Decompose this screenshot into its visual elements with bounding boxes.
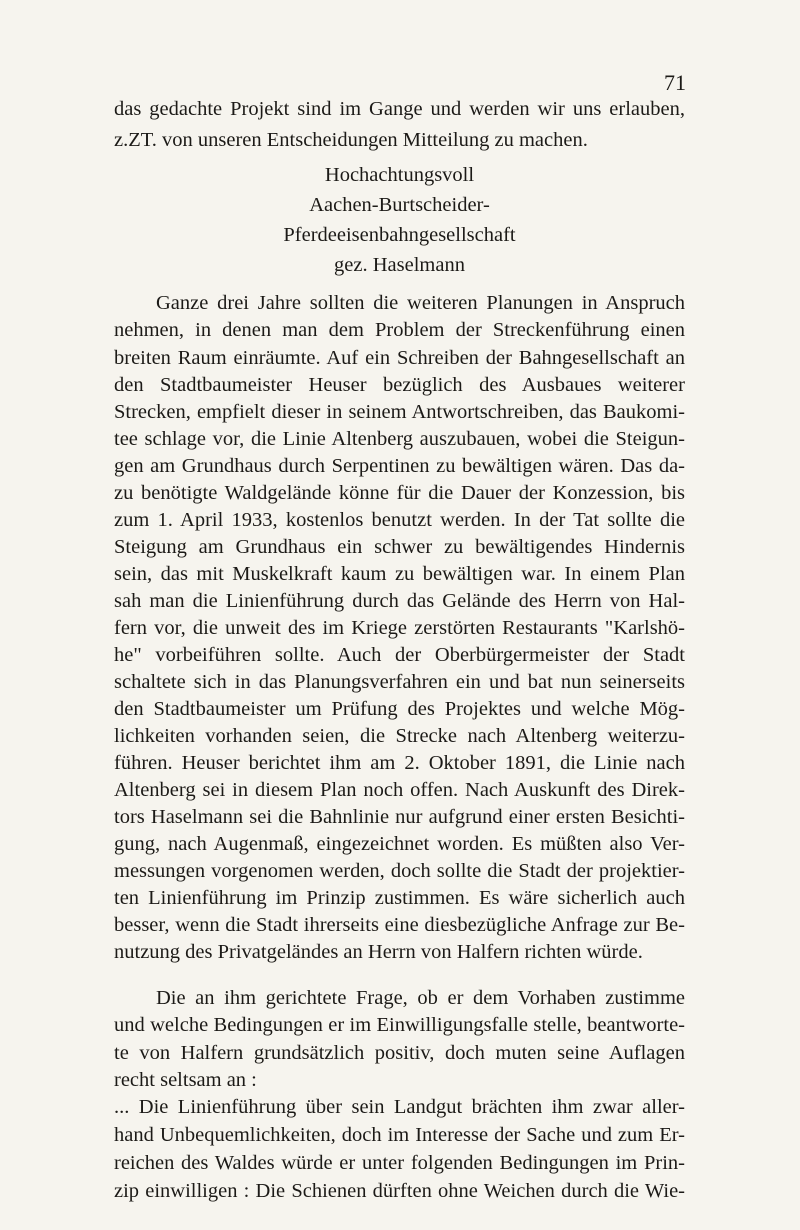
paragraph-line: Altenberg sei in diesem Plan noch offen. Nach Auskunft des Direk- — [114, 779, 685, 801]
paragraph-line: zu benötigte Waldgelände könne für die Dauer der Konzession, bis — [114, 482, 685, 504]
quote-line: ... Die Linienführung über sein Landgut brächten ihm zwar aller- — [114, 1096, 685, 1118]
paragraph-line: breiten Raum einräumte. Auf ein Schreiben der Bahngesellschaft an — [114, 347, 685, 369]
paragraph-line: den Stadtbaumeister Heuser bezüglich des Ausbaues weiterer — [114, 374, 685, 396]
closing-line: Hochachtungsvoll — [324, 164, 475, 186]
paragraph-line: Ganze drei Jahre sollten die weiteren Planungen in Anspruch — [156, 292, 685, 314]
paragraph-line: te von Halfern grundsätzlich positiv, doch muten seine Auflagen — [114, 1042, 685, 1064]
paragraph-line: tors Haselmann sei die Bahnlinie nur aufgrund einer ersten Besichti- — [114, 806, 685, 828]
paragraph-line: Die an ihm gerichtete Frage, ob er dem Vorhaben zustimme — [156, 987, 685, 1009]
paragraph-line: gen am Grundhaus durch Serpentinen zu bewältigen wären. Das da- — [114, 455, 685, 477]
page-number: 71 — [664, 70, 686, 95]
paragraph-line: Strecken, empfielt dieser in seinem Antwortschreiben, das Baukomi- — [114, 401, 685, 423]
paragraph-line: nutzung des Privatgeländes an Herrn von Halfern richten würde. — [114, 941, 643, 963]
paragraph-line: lichkeiten vorhanden seien, die Strecke nach Altenberg weiterzu- — [114, 725, 685, 747]
intro-line: z.ZT. von unseren Entscheidungen Mitteilung zu machen. — [114, 129, 588, 151]
paragraph-line: besser, wenn die Stadt ihrerseits eine diesbezügliche Anfrage zur Be- — [114, 914, 685, 936]
paragraph-line: schaltete sich in das Planungsverfahren ein und bat nun seinerseits — [114, 671, 685, 693]
quote-line: hand Unbequemlichkeiten, doch im Interesse der Sache und zum Er- — [114, 1124, 685, 1146]
paragraph-line: führen. Heuser berichtet ihm am 2. Oktober 1891, die Linie nach — [114, 752, 685, 774]
paragraph-line: den Stadtbaumeister um Prüfung des Projektes und welche Mög- — [114, 698, 685, 720]
paragraph-line: fern vor, die unweit des im Kriege zerstörten Restaurants "Karlshö- — [114, 617, 685, 639]
paragraph-line: Steigung am Grundhaus ein schwer zu bewältigendes Hindernis — [114, 536, 685, 558]
paragraph-line: recht seltsam an : — [114, 1069, 257, 1091]
quote-line: reichen des Waldes würde er unter folgenden Bedingungen im Prin- — [114, 1152, 685, 1174]
paragraph-line: messungen vorgenomen werden, doch sollte die Stadt der projektier- — [114, 860, 685, 882]
closing-line: gez. Haselmann — [334, 254, 465, 276]
paragraph-line: ten Linienführung im Prinzip zustimmen. Es wäre sicherlich auch — [114, 887, 685, 909]
paragraph-line: sah man die Linienführung durch das Gelände des Herrn von Hal- — [114, 590, 685, 612]
paragraph-line: tee schlage vor, die Linie Altenberg auszubauen, wobei die Steigun- — [114, 428, 685, 450]
closing-line: Aachen-Burtscheider- — [309, 194, 490, 216]
paragraph-line: he" vorbeiführen sollte. Auch der Oberbürgermeister der Stadt — [114, 644, 685, 666]
intro-line: das gedachte Projekt sind im Gange und werden wir uns erlauben, — [114, 98, 685, 120]
closing-line: Pferdeeisenbahngesellschaft — [283, 224, 516, 246]
paragraph-line: gung, nach Augenmaß, eingezeichnet worden. Es müßten also Ver- — [114, 833, 685, 855]
paragraph-line: sein, das mit Muskelkraft kaum zu bewältigen war. In einem Plan — [114, 563, 685, 585]
paragraph-line: zum 1. April 1933, kostenlos benutzt werden. In der Tat sollte die — [114, 509, 685, 531]
paragraph-line: und welche Bedingungen er im Einwilligungsfalle stelle, beantworte- — [114, 1014, 685, 1036]
quote-line: zip einwilligen : Die Schienen dürften ohne Weichen durch die Wie- — [114, 1180, 685, 1202]
paragraph-line: nehmen, in denen man dem Problem der Streckenführung einen — [114, 319, 685, 341]
